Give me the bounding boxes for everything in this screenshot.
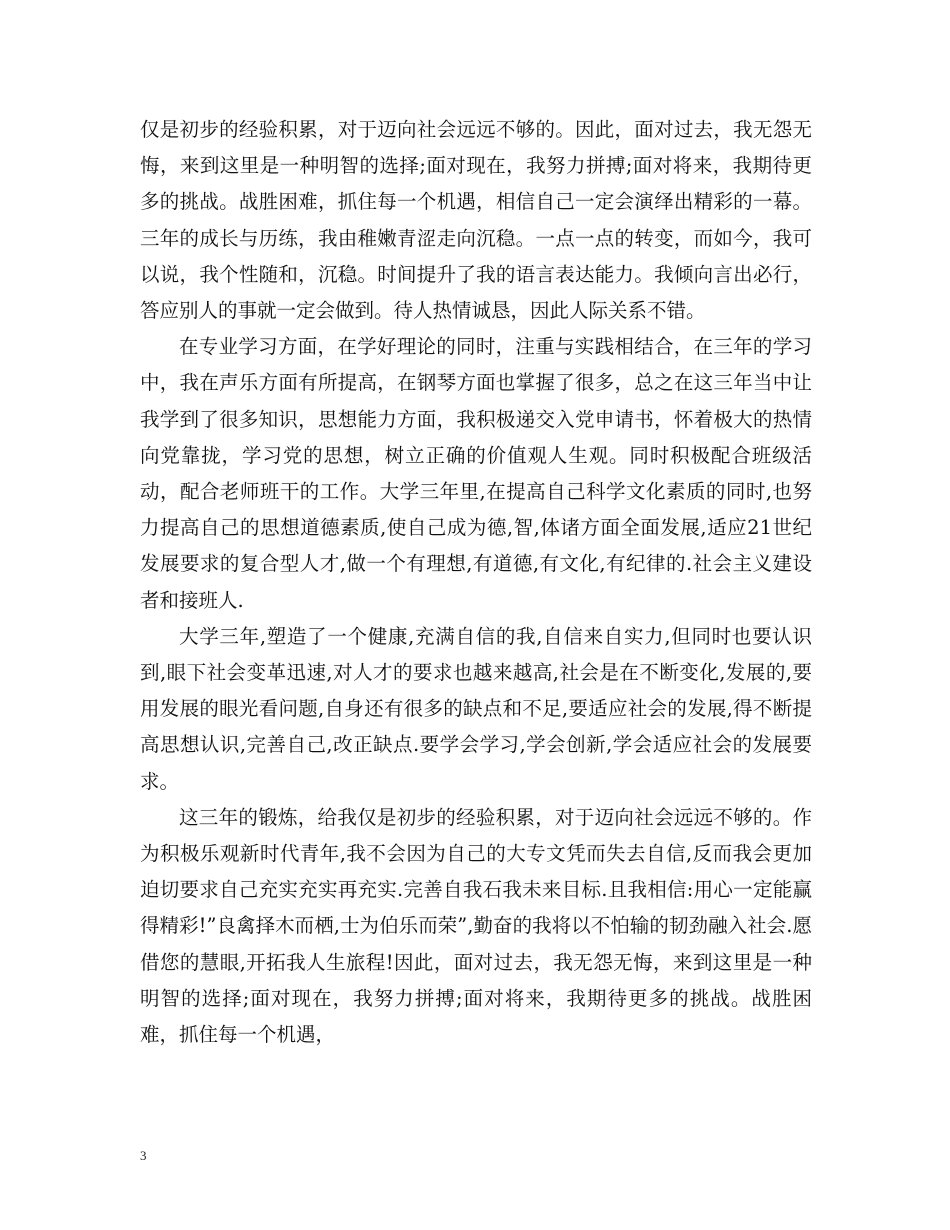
paragraph-4: 这三年的锻炼，给我仅是初步的经验积累，对于迈向社会远远不够的。作为积极乐观新时代青年,我不会因为自己的大专文凭而失去自信,反而我会更加迫切要求自己充实充实再充实.完善自我石我未来目标.且我相信:用心一定能赢得精彩!”良禽择木而栖,士为伯乐而荣”,勤奋的我将以不怕输的韧劲融入社会.愿借您的慧眼,开拓我人生旅程!因此，面对过去，我无怨无悔，来到这里是一种明智的选择;面对现在，我努力拼搏;面对将来，我期待更多的挑战。战胜困难，抓住每一个机遇， [140, 805, 812, 1047]
paragraph-3: 大学三年,塑造了一个健康,充满自信的我,自信来自实力,但同时也要认识到,眼下社会变革迅速,对人才的要求也越来越高,社会是在不断变化,发展的,要用发展的眼光看问题,自身还有很多的缺点和不足,要适应社会的发展,得不断提高思想认识,完善自己,改正缺点.要学会学习,学会创新,学会适应社会的发展要求。 [140, 624, 812, 793]
paragraph-1: 仅是初步的经验积累，对于迈向社会远远不够的。因此，面对过去，我无怨无悔，来到这里是一种明智的选择;面对现在，我努力拼搏;面对将来，我期待更多的挑战。战胜困难，抓住每一个机遇，相信自己一定会演绎出精彩的一幕。三年的成长与历练，我由稚嫩青涩走向沉稳。一点一点的转变，而如今，我可以说，我个性随和，沉稳。时间提升了我的语言表达能力。我倾向言出必行，答应别人的事就一定会做到。待人热情诚恳，因此人际关系不错。 [140, 118, 812, 323]
paragraph-2: 在专业学习方面，在学好理论的同时，注重与实践相结合，在三年的学习中，我在声乐方面有所提高，在钢琴方面也掌握了很多，总之在这三年当中让我学到了很多知识，思想能力方面，我积极递交入党申请书，怀着极大的热情向党靠拢，学习党的思想，树立正确的价值观人生观。同时积极配合班级活动，配合老师班干的工作。大学三年里,在提高自己科学文化素质的同时,也努力提高自己的思想道德素质,使自己成为德,智,体诸方面全面发展,适应21世纪发展要求的复合型人才,做一个有理想,有道德,有文化,有纪律的.社会主义建设者和接班人. [140, 335, 812, 612]
document-body [140, 112, 812, 1053]
page-number: 3 [140, 1148, 147, 1163]
